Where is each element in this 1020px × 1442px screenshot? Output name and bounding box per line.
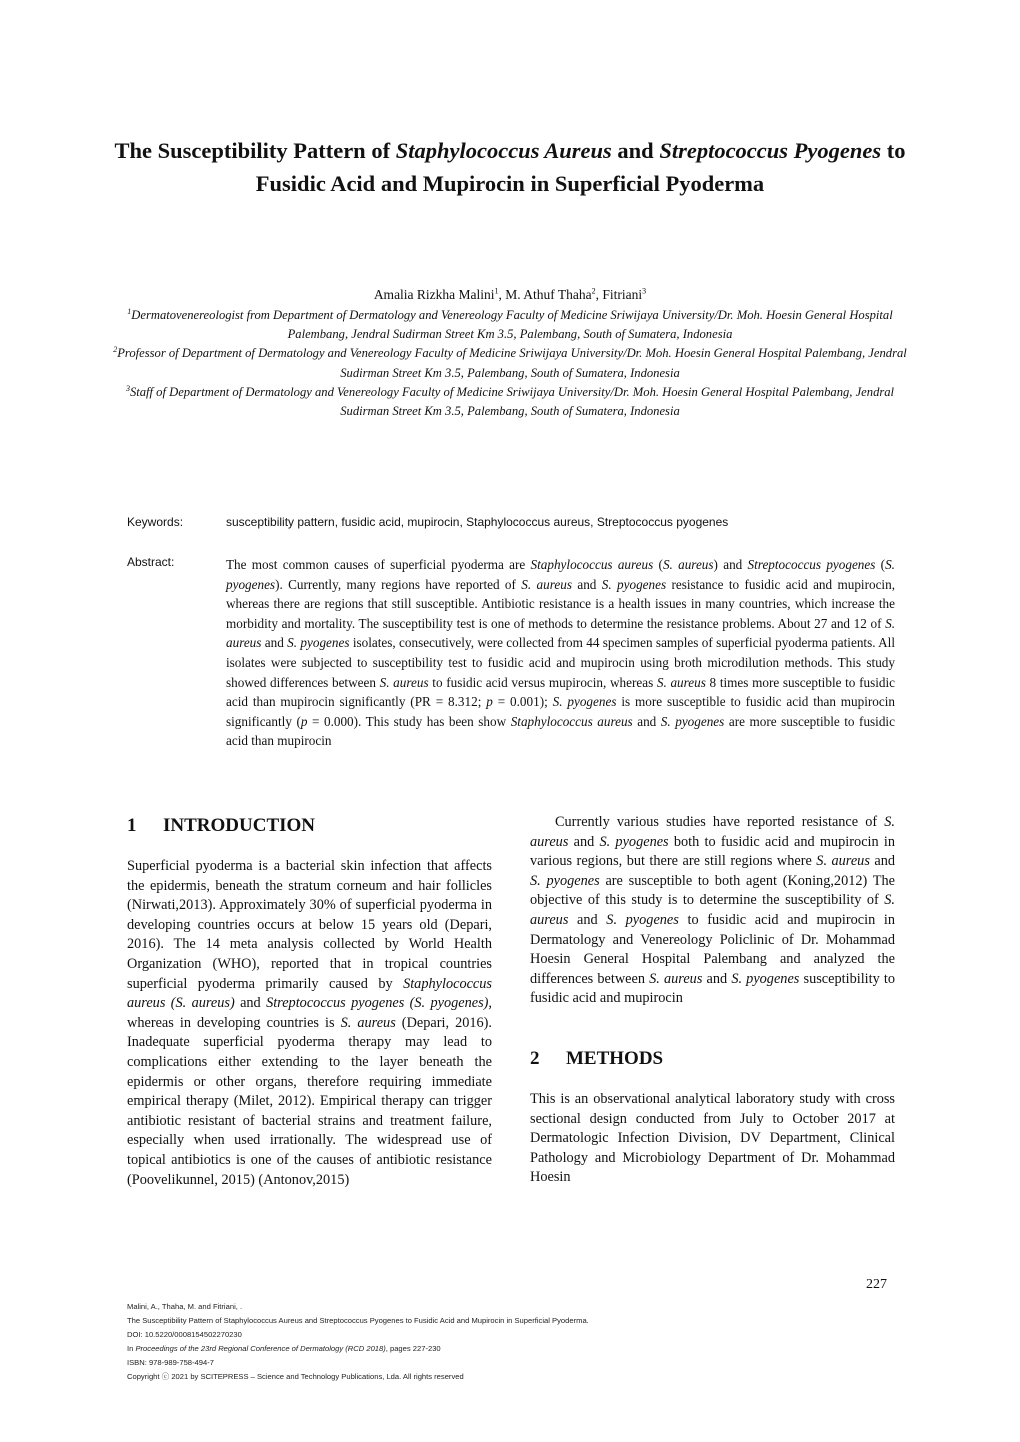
author-name: , Fitriani: [595, 287, 643, 302]
affil-marker: 1: [127, 306, 132, 316]
section-title: INTRODUCTION: [163, 815, 316, 836]
section-number: 2: [530, 1047, 540, 1069]
footer-pages: , pages 227-230: [385, 1344, 441, 1353]
italic-text: S. aureus: [656, 674, 706, 690]
affiliation: [110, 306, 910, 344]
italic-text: S. pyogenes: [601, 576, 667, 592]
affil-marker: 2: [113, 345, 118, 355]
italic-text: S. aureus: [662, 557, 714, 572]
affil-marker: 2: [591, 286, 596, 296]
text-run: and: [568, 911, 607, 928]
left-column: [127, 813, 492, 1190]
affil-marker: 3: [125, 383, 130, 393]
footer-proc-name: Proceedings of the 23rd Regional Conference of Dermatology (RCD 2018): [135, 1344, 386, 1353]
italic-text: S. aureus: [340, 1014, 396, 1031]
text-run: and: [632, 713, 661, 729]
abstract-label: Abstract:: [127, 555, 175, 569]
italic-text: S. pyogenes: [226, 557, 895, 592]
text-run: to Fusidic Acid and Mupirocin in Superficial Pyoderma: [255, 138, 906, 196]
footer-proceedings: [127, 1342, 589, 1356]
text-run: and: [568, 833, 600, 850]
text-run: The most common causes of superficial pyoderma are: [226, 557, 531, 572]
text-run: are more susceptible to fusidic acid than mupirocin: [226, 713, 895, 749]
text-run: to fusidic acid versus mupirocin, whereas: [428, 674, 657, 690]
italic-text: S. aureus: [816, 853, 870, 870]
italic-text: S. pyogenes: [552, 694, 617, 710]
affiliation: [110, 344, 910, 382]
text-run: and: [261, 635, 288, 651]
text-run: susceptibility to fusidic acid and mupirocin: [530, 970, 896, 1007]
keywords-text: susceptibility pattern, fusidic acid, mupirocin, Staphylococcus aureus, Streptococcus pyogenes: [226, 515, 729, 529]
text-run: (: [653, 557, 663, 572]
italic-text: p: [486, 694, 493, 710]
italic-text: Streptococcus pyogenes (S. pyogenes),: [266, 995, 492, 1012]
footer-citation: Malini, A., Thaha, M. and Fitriani, .: [127, 1302, 243, 1311]
author-name: Amalia Rizkha Malini: [373, 287, 495, 302]
italic-text: S. aureus: [649, 970, 703, 987]
italic-text: Staphylococcus aureus: [530, 557, 654, 572]
text-run: = 0.000). This study has been show: [307, 713, 511, 729]
text-run: This is an observational analytical laboratory study with cross sectional design conducted from July to October 2017 at Dermatologic Infection Division, DV Department, Clinical Pathology and Microbiology Department of Dr. Mohammad Hoesin: [530, 1090, 895, 1186]
page-number: 227: [866, 1277, 887, 1292]
italic-text: S. aureus: [530, 814, 895, 850]
text-run: = 0.001);: [492, 694, 553, 710]
text-run: and: [702, 970, 732, 987]
affiliation: [110, 383, 910, 421]
section-heading-introduction: [127, 814, 492, 838]
italic-text: S. pyogenes: [606, 911, 679, 928]
italic-text: S. aureus: [530, 892, 895, 928]
text-run: whereas in developing countries is: [127, 1014, 341, 1031]
footer-in: In: [127, 1344, 136, 1353]
section-number: 1: [127, 815, 137, 836]
italic-text: S. aureus: [226, 615, 895, 651]
introduction-paragraph: [127, 857, 492, 1190]
italic-text: p: [300, 713, 308, 729]
text-run: (: [875, 557, 886, 572]
affil-marker: 3: [642, 286, 647, 296]
footer-title: The Susceptibility Pattern of Staphylococcus Aureus and Streptococcus Pyogenes to Fusidic Acid and Mupirocin in Superficial Pyoderma.: [127, 1316, 589, 1325]
text-run: Currently various studies have reported resistance of: [555, 814, 885, 830]
abstract-text: [226, 555, 895, 751]
italic-text: Staphylococcus aureus (S. aureus): [127, 975, 492, 1012]
affiliation-text: Professor of Department of Dermatology and Venereology Faculty of Medicine Sriwijaya University/Dr. Moh. Hoesin General Hospital Palembang, Jendral Sudirman Street Km 3.5, Palembang, South of Sumatera, Indonesia: [117, 346, 907, 380]
affiliations: [110, 306, 910, 421]
introduction-paragraph-2: [530, 813, 895, 1009]
text-run: both to fusidic acid and mupirocin in various regions, but there are still regions where: [530, 833, 895, 870]
text-run: ) and: [713, 557, 748, 572]
italic-text: Streptococcus pyogenes: [747, 557, 876, 572]
author-name: , M. Athuf Thaha: [498, 287, 592, 302]
paper-title: [110, 134, 910, 200]
text-run: 8 times more susceptible to fusidic acid than mupirocin significantly (PR = 8.312;: [226, 674, 895, 710]
text-run: ). Currently, many regions have reported of: [275, 576, 522, 592]
italic-text: S. pyogenes: [660, 713, 725, 729]
italic-text: Staphylococcus aureus: [510, 713, 633, 729]
author-list: [110, 287, 910, 303]
right-column: [530, 813, 895, 1188]
footer-copyright: Copyright ⓒ 2021 by SCITEPRESS – Science and Technology Publications, Lda. All rights reserved: [127, 1372, 464, 1381]
text-run: and: [869, 853, 896, 870]
affil-marker: 1: [494, 286, 499, 296]
text-run: Superficial pyoderma is a bacterial skin infection that affects the epidermis, beneath the stratum corneum and hair follicles (Nirwati,2013). Approximately 30% of superficial pyoderma in developing countries occurs at below 15 years old (Depari, 2016). The 14 meta analysis collected by World Health Organization (WHO), reported that in tropical countries superficial pyoderma primarily caused by: [127, 858, 492, 992]
text-run: The Susceptibility Pattern of: [114, 138, 396, 163]
footer-doi: DOI: 10.5220/0008154502270230: [127, 1330, 242, 1339]
affiliation-text: Staff of Department of Dermatology and Venereology Faculty of Medicine Sriwijaya University/Dr. Moh. Hoesin General Hospital Palembang, Jendral Sudirman Street Km 3.5, Palembang, South of Sumatera, Indonesia: [129, 384, 895, 419]
italic-text: S. pyogenes: [731, 970, 800, 987]
italic-text: Staphylococcus Aureus: [395, 138, 612, 163]
text-run: is more susceptible to fusidic acid than mupirocin significantly (: [226, 694, 895, 729]
text-run: isolates, consecutively, were collected from 44 specimen samples of superficial pyoderma patients. All isolates were subjected to susceptibility test to fusidic acid and mupirocin using broth microdilution methods. This study showed differences between: [226, 635, 895, 690]
text-run: (Depari, 2016). Inadequate superficial pyoderma therapy may lead to complications either extending to the layer beneath the epidermis or other organs, therefore requiring immediate empirical therapy (Milet, 2012). Empirical therapy can trigger antibiotic resistant of bacterial strains and treatment failure, especially when used irrationally. The widespread use of topical antibiotics is one of the causes of antibiotic resistance (Poovelikunnel, 2015) (Antonov,2015): [127, 1014, 493, 1188]
footer-isbn: ISBN: 978-989-758-494-7: [127, 1358, 214, 1367]
italic-text: S. aureus: [379, 674, 429, 690]
methods-paragraph: [530, 1090, 895, 1188]
italic-text: S. aureus: [521, 576, 572, 592]
text-run: and: [571, 576, 602, 592]
italic-text: Streptococcus Pyogenes: [659, 138, 882, 163]
italic-text: S. pyogenes: [599, 833, 669, 850]
text-run: and: [611, 138, 660, 163]
text-run: are susceptible to both agent (Koning,2012) The objective of this study is to determine the susceptibility of: [530, 872, 896, 909]
keywords-label: Keywords:: [127, 515, 184, 529]
italic-text: S. pyogenes: [530, 872, 600, 889]
section-title: METHODS: [566, 1047, 664, 1069]
text-run: resistance to fusidic acid and mupirocin, whereas there are regions that still susceptible. Antibiotic resistance is a health issues in many countries, which increase the morbidity and mortality. The susceptibility test is one of methods to determine the resistance problems. About 27 and 12 of: [226, 576, 895, 631]
citation-footer: [127, 1300, 589, 1384]
italic-text: S. pyogenes: [287, 635, 350, 651]
affiliation-text: Dermatovenereologist from Department of Dermatology and Venereology Faculty of Medicine Sriwijaya University/Dr. Moh. Hoesin General Hospital Palembang, Jendral Sudirman Street Km 3.5, Palembang, South of Sumatera, Indonesia: [131, 308, 893, 342]
text-run: to fusidic acid and mupirocin in Dermatology and Venereology Policlinic of Dr. Mohammad Hoesin General Hospital Palembang and analyzed the differences between: [530, 911, 895, 987]
section-heading-methods: [530, 1047, 895, 1071]
text-run: and: [234, 995, 267, 1012]
